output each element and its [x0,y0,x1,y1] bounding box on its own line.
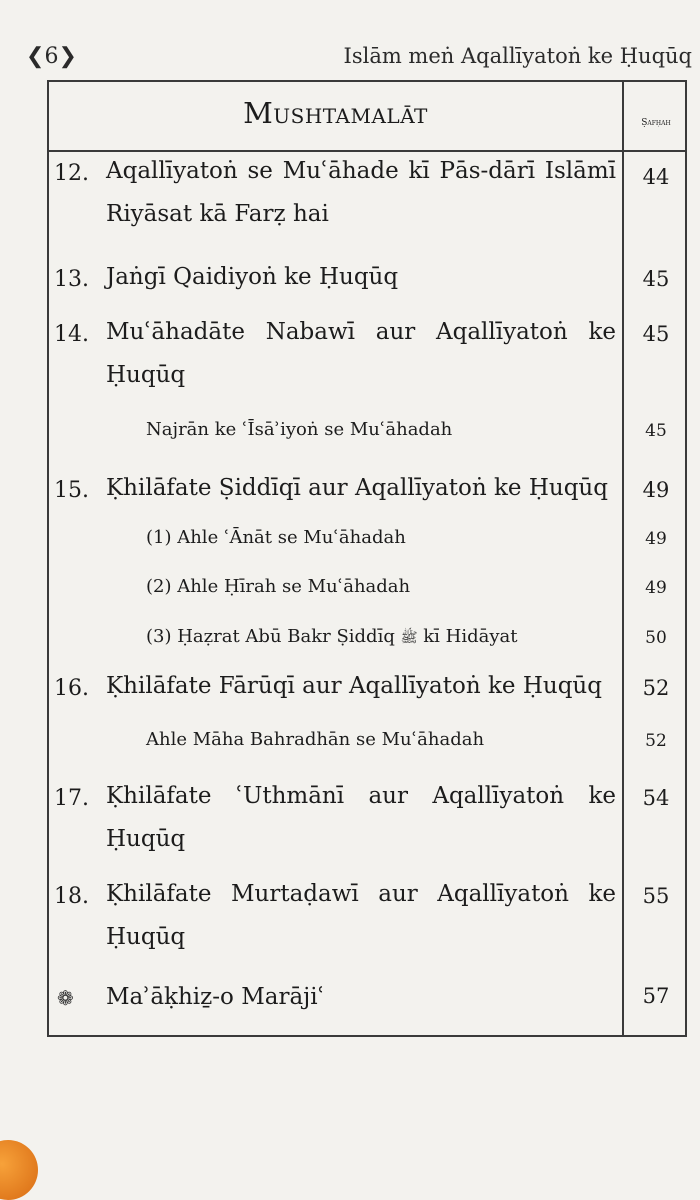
entry-number: 16. [54,676,89,701]
entry-number: 12. [54,161,89,186]
running-title: Islām meṅ Aqallīyatoṅ ke Ḥuqūq [343,44,692,68]
entry-number: 14. [54,322,89,347]
toc-entry-link[interactable]: Ḳhilāfate Ṣiddīqī aur Aqallīyatoṅ ke Ḥuqūq [106,475,608,501]
toc-heading: Mushtamalāt [243,96,428,130]
page-reference: 49 [645,529,667,549]
page-reference: 44 [642,165,670,189]
page-reference: 45 [645,421,667,441]
page-reference: 55 [642,884,670,908]
toc-subentry-link[interactable]: Ahle Māha Bahradhān se Muʿāhadah [146,729,485,750]
toc-header-row [49,82,685,152]
page-reference: 49 [642,478,670,502]
page-reference: 50 [645,628,667,648]
toc-entry-link[interactable]: Aqallīyatoṅ se Muʿāhade kī Pās-dārī Islāmī Riyāsat kā Farẓ hai [106,158,616,227]
page-reference: 52 [642,676,670,700]
toc-entry-link[interactable]: Ḳhilāfate Murtaḍawī aur Aqallīyatoṅ ke Ḥuqūq [106,881,616,950]
toc-entry-link[interactable]: Ḳhilāfate Fārūqī aur Aqallīyatoṅ ke Ḥuqūq [106,673,602,699]
entry-number: 15. [54,478,89,503]
page-reference: 57 [642,984,670,1008]
page-reference: 49 [645,578,667,598]
table-of-contents [47,80,687,1037]
toc-subentry-link[interactable]: (3) Ḥaẓrat Abū Bakr Ṣiddīq ﷺ kī Hidāyat [146,626,518,647]
entry-number: 13. [54,267,89,292]
salutation-glyph-icon: ﷺ [400,630,418,646]
toc-subentry-link[interactable]: (2) Ahle Ḥīrah se Muʿāhadah [146,576,411,597]
toc-entry-link[interactable]: Muʿāhadāte Nabawī aur Aqallīyatoṅ ke Ḥuqūq [106,319,616,388]
toc-entry-link[interactable]: Ḳhilāfate ʿUthmānī aur Aqallīyatoṅ ke Ḥuqūq [106,783,616,852]
page-reference: 54 [642,786,670,810]
page-number: ❮6❯ [26,44,77,69]
toc-entry-link[interactable]: Maʾāḳhiẕ-o Marājiʿ [106,984,325,1010]
page-reference: 52 [645,731,667,751]
page-reference: 45 [642,322,670,346]
orange-fruit-corner [0,1140,38,1200]
entry-number: 18. [54,884,89,909]
page-reference: 45 [642,267,670,291]
column-divider [622,82,624,1035]
rosette-icon: ❁ [57,986,74,1010]
toc-subentry-link[interactable]: Najrān ke ʿĪsāʾiyoṅ se Muʿāhadah [146,419,453,440]
entry-number: 17. [54,786,89,811]
toc-subentry-link[interactable]: (1) Ahle ʿĀnāt se Muʿāhadah [146,527,406,548]
toc-entry-link[interactable]: Jaṅgī Qaidiyoṅ ke Ḥuqūq [106,264,399,290]
page-column-heading: Ṣafḥah [641,118,671,128]
